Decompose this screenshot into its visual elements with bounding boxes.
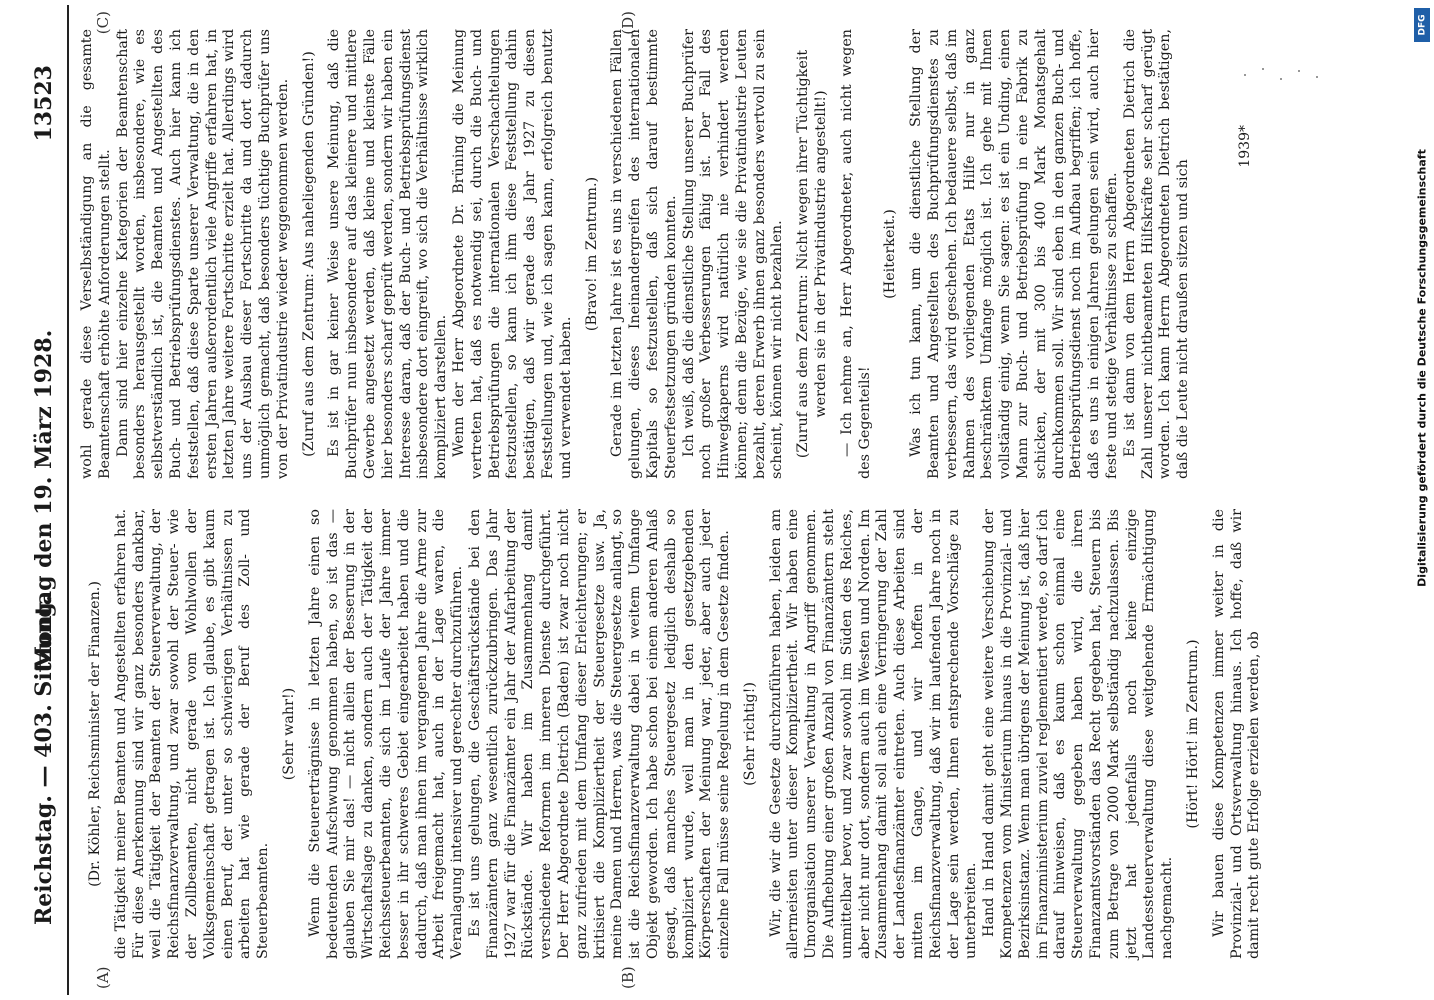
paragraph: Gerade im letzten Jahre ist es uns in verschiedenen Fällen gelungen, dieses Ineinandergreifen des internationalen Kapitals so festzustellen, daß sich darauf bestimmte Steuerfestsetzungen gründen konnten. bbox=[609, 29, 679, 479]
header-session: Reichstag. — 403. Sitzung. bbox=[31, 594, 57, 925]
margin-marker-c: (C) bbox=[94, 11, 112, 35]
credit-text: Digitalisierung gefördert durch die Deutsche Forschungsgemeinschaft bbox=[1415, 149, 1429, 587]
speaker-line: (Dr. Köhler, Reichsminister der Finanzen.) bbox=[87, 581, 103, 887]
paragraph: Hand in Hand damit geht eine weitere Verschiebung der Kompetenzen vom Ministerium hinaus in die Provinzial- und Bezirksinstanz. Wenn man übrigens der Meinung ist, daß hier im Finanzministerium zuviel reglementiert werde, so darf ich darauf hinweisen, daß es kaum schon einmal eine Steuerverwaltung gegeben haben wird, die ihren Finanzamtsvorständen das Recht gegeben hat, Steuern bis zum Betrage von 2000 Mark selbständig nachzulassen. Bis jetzt hat jedenfalls noch keine einzige Landessteuerverwaltung diese weitgehende Ermächtigung nachgemacht. bbox=[981, 509, 1176, 959]
interjection: (Hört! Hört! im Zentrum.) bbox=[1185, 639, 1202, 829]
paragraph: — Ich nehme an, Herr Abgeordneter, auch nicht wegen des Gegenteils! bbox=[838, 29, 873, 479]
paragraph: Wir, die wir die Gesetze durchzuführen haben, leiden am allermeisten unter dieser Kompliziertheit. Wir haben eine Umorganisation unserer Verwaltung in Angriff genommen. Die Aufhebung einer großen Anzahl von Finanzämtern steht unmittelbar bevor, und zwar sowohl im Süden des Reiches, aber nicht nur dort, sondern auch im Westen und Norden. Im Zusammenhang damit soll auch eine Verringerung der Zahl der Landesfinanzämter eintreten. Auch diese Arbeiten sind mitten im Gange, und wir hoffen in der Reichsfinanzverwaltung, daß wir im laufenden Jahre noch in der Lage sein werden, Ihnen entsprechende Vorschläge zu unterbreiten. bbox=[767, 509, 980, 959]
page-footer-number: 1939* bbox=[1237, 125, 1253, 168]
paragraph: Ich weiß, daß die dienstliche Stellung unserer Buchprüfer noch großer Verbesserungen fähig ist. Der Fall des Hinwegkaperns wird natürlich nie verhindert werden können; denn die Bezüge, wie sie die Privatindustrie Leuten bezahlt, deren Erwerb ihnen ganz besonders wertvoll zu sein scheint, können wir nicht bezahlen. bbox=[680, 29, 786, 479]
paragraph: die Tätigkeit meiner Beamten und Angestellten erfahren hat. Für diese Anerkennung sind wir ganz besonders dankbar, weil die Tätigkeit der Beamten der Steuerverwaltung, der Reichsfinanzverwaltung, und zwar sowohl der Steuer- wie der Zollbeamten, nicht gerade vom Wohlwollen der Volksgemeinschaft getragen ist. Ich glaube, es gibt kaum einen Beruf, der unter so schwierigen Verhältnissen zu arbeiten hat wie gerade der Beruf des Zoll- und Steuerbeamten. bbox=[112, 509, 272, 959]
page-header bbox=[23, 5, 69, 995]
paragraph: Es ist uns gelungen, die Geschäftsrückstände bei den Finanzämtern ganz wesentlich zurückzubringen. Das Jahr 1927 war für die Finanzämter ein Jahr der Aufarbeitung der Rückstände. Wir haben im Zusammenhang damit verschiedene Reformen im inneren Dienste durchgeführt. Der Herr Abgeordnete Dietrich (Baden) ist zwar noch nicht ganz zufrieden mit dem Umfang dieser Erleichterungen; er kritisiert die Kompliziertheit der Steuergesetze usw. Ja, meine Damen und Herren, was die Steuergesetze anlangt, so ist die Reichsfinanzverwaltung dabei in weitem Umfange Objekt geworden. Ich habe schon bei einem anderen Anlaß gesagt, daß manches Steuergesetz lediglich deshalb so kompliziert wurde, weil man in den gesetzgebenden Körperschaften der Meinung war, jeder, aber auch jeder einzelne Fall müsse seine Regelung in dem Gesetze finden. bbox=[466, 509, 733, 959]
paragraph: wohl gerade diese Verselbständigung an die gesamte Beamtenschaft erhöhte Anforderungen stellt. bbox=[79, 29, 113, 479]
dfg-logo: DFG bbox=[1414, 8, 1430, 42]
paragraph: Es ist in gar keiner Weise unsere Meinung, daß die Buchprüfer nun insbesondere auf das kleinere und mittlere Gewerbe angesetzt werden, daß kleine und kleinste Fälle hier besonders scharf geprüft werden, sondern wir haben ein Interesse daran, daß der Buch- und Betriebsprüfungsdienst insbesondere dort eingreift, wo sich die Verhältnisse wirklich kompliziert darstellen. bbox=[326, 29, 450, 479]
scan-specks bbox=[1240, 60, 1330, 90]
margin-marker-d: (D) bbox=[619, 11, 637, 35]
paragraph: Wir bauen diese Kompetenzen immer weiter in die Provinzial- und Ortsverwaltung hinaus. Ich hoffe, daß wir damit recht gute Erfolge erzielen werden, ob bbox=[1210, 509, 1263, 959]
header-date: Montag den 19. März 1928. bbox=[31, 329, 57, 671]
left-column bbox=[79, 509, 1263, 959]
interjection: (Zuruf aus dem Zentrum: Nicht wegen ihrer Tüchtigkeit werden sie in der Privatindustrie angestellt!) bbox=[795, 49, 830, 459]
interjection: (Bravo! im Zentrum.) bbox=[583, 176, 600, 332]
header-page-number: 13523 bbox=[31, 65, 57, 142]
paragraph: Wenn die Steuererträgnisse in letzten Jahre einen so bedeutenden Aufschwung genommen haben, so ist das — glauben Sie mir das! — nicht allein der Besserung in der Wirtschaftslage zu danken, sondern auch der Tätigkeit der Reichssteuerbeamten, die sich im Laufe der Jahre immer besser in ihr schweres Gebiet eingearbeitet haben und die dadurch, daß man ihnen im vergangenen Jahre die Arme zur Arbeit freigemacht hat, auch in der Lage waren, die Veranlagung intensiver und gerechter durchzuführen. bbox=[306, 509, 466, 959]
paragraph: Dann sind hier einzelne Kategorien der Beamtenschaft besonders herausgestellt worden, insbesondere, wie es selbstverständlich ist, die Beamten und Angestellten des Buch- und Betriebsprüfungsdienstes. Auch hier kann ich feststellen, daß diese Sparte unserer Verwaltung, die in den ersten Jahren außerordentlich viele Angriffe erfahren hat, in letzten Jahre weitere Fortschritte erzielt hat. Allerdings wird uns der Ausbau dieser Fortschritte da und dort dadurch unmöglich gemacht, daß besonders tüchtige Buchprüfer uns von der Privatindustrie wieder weggenommen werden. bbox=[114, 29, 291, 479]
digitization-credit bbox=[1413, 8, 1431, 998]
interjection: (Zuruf aus dem Zentrum: Aus naheliegenden Gründen!) bbox=[300, 51, 317, 457]
paragraph: Was ich tun kann, um die dienstliche Stellung der Beamten und Angestellten des Buchprüfungsdienstes zu verbessern, das wird geschehen. Ich bedauere selbst, daß im Rahmen des vorliegenden Etats Hilfe nur in ganz beschränktem Umfange möglich ist. Ich gehe mit Ihnen vollständig einig, wenn Sie sagen: es ist ein Unding, einen Mann zur Buch- und Betriebsprüfung in eine Fabrik zu schicken, der mit 300 bis 400 Mark Monatsgehalt durchkommen soll. Wir sind eben in den ganzen Buch- und Betriebsprüfungsdienst noch im Aufbau begriffen; ich hoffe, daß es uns in einigen Jahren gelungen sein wird, auch hier feste und stetige Verhältnisse zu schaffen. bbox=[908, 29, 1121, 479]
interjection: (Sehr richtig!) bbox=[741, 682, 758, 786]
newspaper-page bbox=[0, 5, 1269, 995]
margin-marker-a: (A) bbox=[94, 966, 112, 989]
interjection: (Heiterkeit.) bbox=[882, 209, 899, 299]
paragraph: Es ist dann von dem Herrn Abgeordneten Dietrich die Zahl unserer nichtbeamteten Hilfskräfte sehr scharf gerügt worden. Ich kann Herrn Abgeordneten Dietrich bestätigen, daß die Leute nicht draußen sitzen und sich bbox=[1121, 29, 1192, 479]
margin-marker-b: (B) bbox=[619, 966, 637, 989]
right-column bbox=[79, 29, 1229, 479]
interjection: (Sehr wahr!) bbox=[280, 687, 297, 781]
paragraph: Wenn der Herr Abgeordnete Dr. Brüning die Meinung vertreten hat, daß es notwendig sei, durch die Buch- und Betriebsprüfungen die internationalen Verschachtelungen festzustellen, so kann ich ihm diese Feststellung dahin bestätigen, daß wir gerade das Jahr 1927 zu diesen Feststellungen und, wie ich sagen kann, erfolgreich benutzt und verwendet haben. bbox=[450, 29, 574, 479]
